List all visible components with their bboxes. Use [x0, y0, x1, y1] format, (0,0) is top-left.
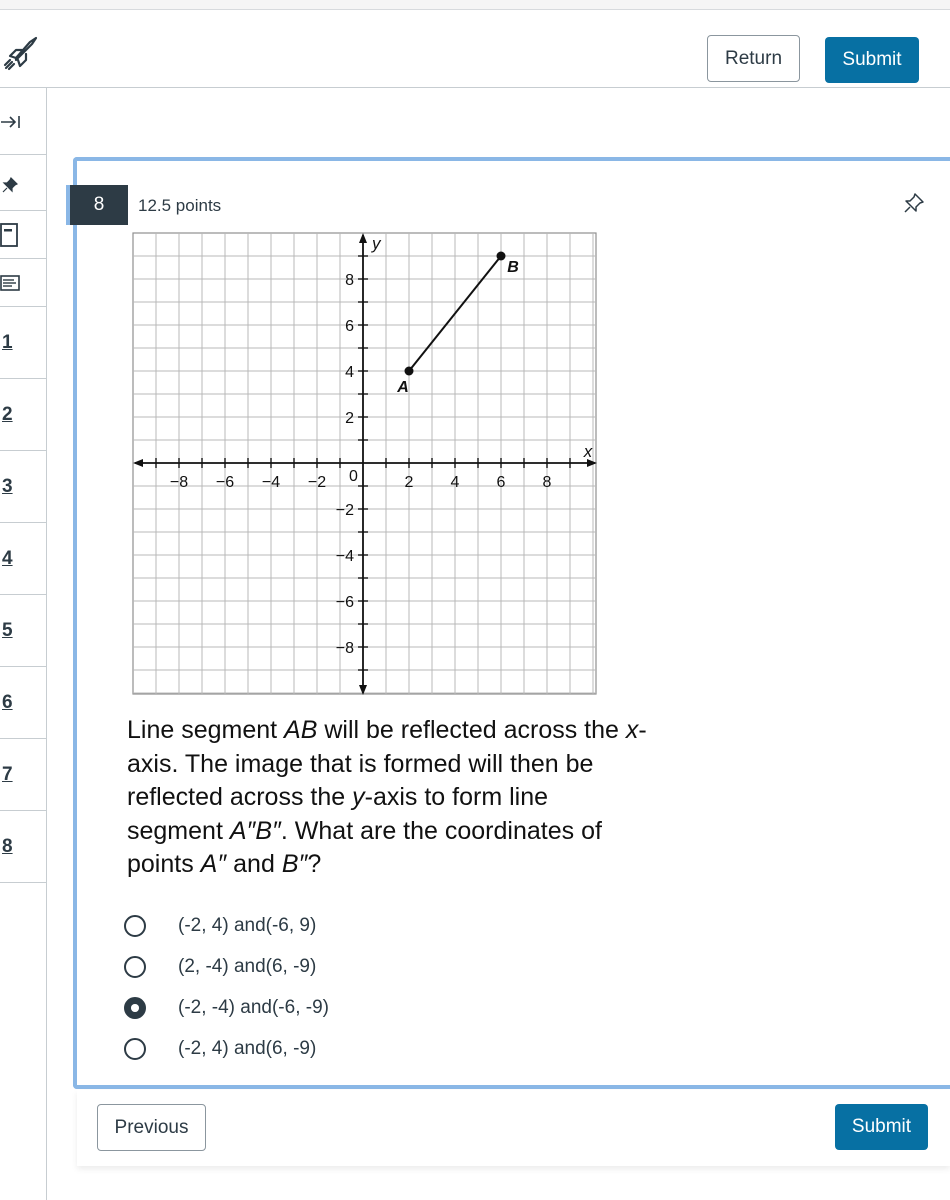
- y-tick-label: −6: [335, 594, 354, 611]
- radio-button[interactable]: [124, 915, 146, 937]
- sidebar-item-label: 2: [2, 404, 13, 425]
- top-bar: [0, 10, 950, 88]
- question-number: 8: [66, 185, 128, 225]
- browser-top-strip: [0, 0, 950, 10]
- sidebar-item-label: 5: [2, 620, 13, 641]
- sidebar-item-1[interactable]: [0, 307, 46, 379]
- list-icon: [0, 275, 20, 291]
- x-tick-label: −4: [261, 474, 281, 491]
- sidebar-item-7[interactable]: [0, 739, 46, 811]
- rocket-icon: [2, 34, 40, 72]
- point-label-b: B: [507, 259, 519, 276]
- x-tick-label: 8: [542, 474, 552, 491]
- answer-label: (-2, 4) and(6, -9): [178, 1038, 317, 1059]
- collapse-arrow-icon: [0, 112, 22, 132]
- sidebar-item-2[interactable]: [0, 379, 46, 451]
- question-points: 12.5 points: [138, 196, 222, 215]
- sidebar-item-label: 3: [2, 476, 13, 497]
- x-tick-label: 2: [404, 474, 414, 491]
- answer-label: (-2, 4) and(-6, 9): [178, 915, 317, 936]
- flag-icon: [0, 223, 18, 247]
- answer-option-2[interactable]: [122, 954, 522, 984]
- y-tick-label: 8: [345, 272, 354, 289]
- coordinate-graph: [131, 231, 599, 697]
- y-tick-label: −8: [335, 640, 354, 657]
- y-tick-label: −2: [335, 502, 354, 519]
- answer-option-3[interactable]: [122, 995, 522, 1025]
- sidebar-pin[interactable]: [0, 155, 46, 211]
- sidebar-item-4[interactable]: [0, 523, 46, 595]
- answer-label: (-2, -4) and(-6, -9): [178, 997, 329, 1018]
- radio-button[interactable]: [124, 997, 146, 1019]
- answer-option-1[interactable]: [122, 913, 522, 943]
- y-axis-label: y: [372, 234, 381, 253]
- sidebar-item-5[interactable]: [0, 595, 46, 667]
- sidebar-item-3[interactable]: [0, 451, 46, 523]
- answer-label: (2, -4) and(6, -9): [178, 956, 317, 977]
- y-tick-label: 2: [345, 410, 354, 427]
- x-tick-label: −6: [215, 474, 235, 491]
- question-sidebar: [0, 88, 47, 1200]
- point-b: [497, 252, 506, 261]
- y-tick-label: −4: [335, 548, 354, 565]
- sidebar-collapse[interactable]: [0, 88, 46, 155]
- y-tick-label: 4: [345, 364, 354, 381]
- x-axis-label: x: [583, 442, 593, 461]
- question-footer: [77, 1090, 950, 1166]
- x-tick-label: 6: [496, 474, 506, 491]
- x-tick-label: 4: [450, 474, 460, 491]
- pin-question-icon[interactable]: [902, 191, 926, 215]
- sidebar-item-label: 6: [2, 692, 13, 713]
- radio-button[interactable]: [124, 1038, 146, 1060]
- sidebar-flag[interactable]: [0, 211, 46, 259]
- sidebar-item-8[interactable]: [0, 811, 46, 883]
- x-tick-label: −8: [169, 474, 189, 491]
- radio-button[interactable]: [124, 956, 146, 978]
- sidebar-item-label: 1: [2, 332, 13, 353]
- submit-button-top[interactable]: Submit: [825, 37, 919, 83]
- answer-option-4[interactable]: [122, 1036, 522, 1066]
- origin-label: 0: [349, 468, 358, 485]
- x-tick-label: −2: [307, 474, 327, 491]
- submit-button-bottom[interactable]: Submit: [835, 1104, 928, 1150]
- sidebar-item-label: 8: [2, 836, 13, 857]
- sidebar-item-label: 7: [2, 764, 13, 785]
- point-a: [405, 367, 414, 376]
- point-label-a: A: [397, 379, 409, 396]
- pin-icon: [2, 177, 18, 193]
- sidebar-list[interactable]: [0, 259, 46, 307]
- y-tick-label: 6: [345, 318, 354, 335]
- sidebar-item-label: 4: [2, 548, 13, 569]
- return-button[interactable]: Return: [707, 35, 800, 82]
- previous-button[interactable]: Previous: [97, 1104, 206, 1151]
- question-text: Line segment AB will be reflected across the x-axis. The image that is formed will then be reflected across the y-axis to form line segment A″B″. What are the coordinates of points A″ and B″?: [127, 716, 647, 878]
- sidebar-item-6[interactable]: [0, 667, 46, 739]
